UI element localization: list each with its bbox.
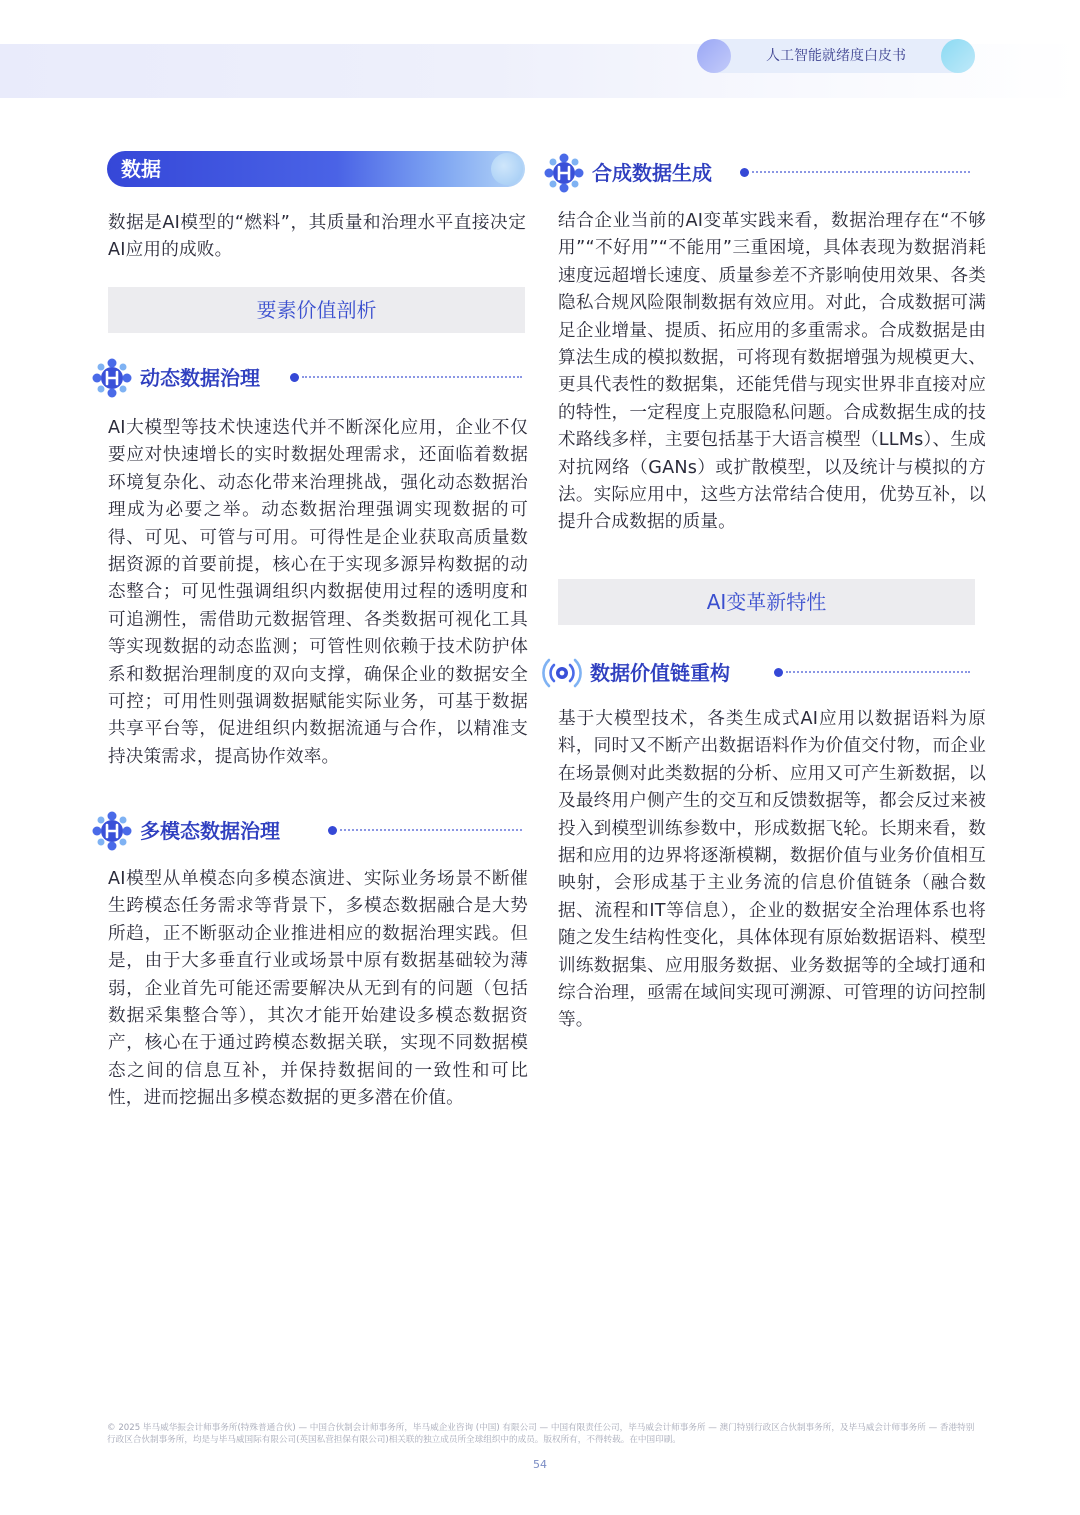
subhead-title: 多模态数据治理 (140, 819, 280, 843)
document-title: 人工智能就绪度白皮书 (766, 48, 906, 64)
signal-waves-icon (542, 653, 582, 693)
subhead-synthetic-data (544, 153, 974, 193)
section-banner (107, 151, 525, 187)
header-dot-left (697, 39, 731, 73)
rule-dot (774, 668, 783, 677)
subhead-title: 动态数据治理 (140, 366, 260, 390)
section-title: 数据 (121, 157, 161, 181)
legal-footer: © 2025 毕马威华振会计师事务所(特殊普通合伙) — 中国合伙制会计师事务所，毕马威企业咨询 (中国) 有限公司 — 中国有限责任公司，毕马威会计师事务所 — 澳门特别行政区合伙制事务所，及毕马威会计师事务所 — 香港特别行政区合伙制事务所，均是与毕马威国际有限公司(英国私营担保有限公司)相关联的独立成员所全球组织中的成员。版权所有，不得转载。在中国印刷。 (107, 1423, 975, 1445)
subhead-dynamic-governance (92, 358, 526, 398)
value-chain-body: 基于大模型技术，各类生成式AI应用以数据语料为原料，同时又不断产出数据语料作为价值交付物，而企业在场景侧对此类数据的分析、应用又可产生新数据，以及最终用户侧产生的交互和反馈数据等，都会反过来被投入到模型训练参数中，形成数据飞轮。长期来看，数据和应用的边界将逐渐模糊，数据价值与业务价值相互映射，会形成基于主业务流的信息价值链条（融合数据、流程和IT等信息），企业的数据安全治理体系也将随之发生结构性变化，具体体现有原始数据语料、模型训练数据集、应用服务数据、业务数据等的全域打通和综合治理，亟需在域间实现可溯源、可管理的访问控制等。 (558, 709, 986, 1031)
box-heading-value-analysis: 要素价值剖析 (108, 287, 525, 333)
dynamic-governance-body: AI大模型等技术快速迭代并不断深化应用，企业不仅要应对快速增长的实时数据处理需求，还面临着数据环境复杂化、动态化带来治理挑战，强化动态数据治理成为必要之举。动态数据治理强调实现数据的可得、可见、可管与可用。可得性是企业获取高质量数据资源的首要前提，核心在于实现多源异构数据的动态整合；可见性强调组织内数据使用过程的透明度和可追溯性，需借助元数据管理、各类数据可视化工具等实现数据的动态监测；可管性则依赖于技术防护体系和数据治理制度的双向支撑，确保企业的数据安全可控；可用性则强调数据赋能实际业务，可基于数据共享平台等，促进组织内数据流通与合作，以精准支持决策需求，提高协作效率。 (108, 418, 528, 767)
network-hub-icon (544, 153, 584, 193)
page-number: 54 (533, 1458, 547, 1471)
section-intro: 数据是AI模型的“燃料”，其质量和治理水平直接决定AI应用的成败。 (108, 213, 526, 261)
rule-dot (328, 826, 337, 835)
synthetic-data-body: 结合企业当前的AI变革实践来看，数据治理存在“不够用”“不好用”“不能用”三重困境，具体表现为数据消耗速度远超增长速度、质量参差不齐影响使用效果、各类隐私合规风险限制数据有效应用。对此，合成数据可满足企业增量、提质、拓应用的多重需求。合成数据是由算法生成的模拟数据，可将现有数据增强为规模更大、更具代表性的数据集，还能凭借与现实世界非直接对应的特性，一定程度上克服隐私问题。合成数据生成的技术路线多样，主要包括基于大语言模型（LLMs）、生成对抗网络（GANs）或扩散模型，以及统计与模拟的方法。实际应用中，这些方法常结合使用，优势互补，以提升合成数据的质量。 (558, 211, 986, 533)
rule-dot (290, 373, 299, 382)
network-hub-icon (92, 358, 132, 398)
header-pill (697, 39, 975, 73)
dotted-rule (786, 671, 970, 677)
banner-end-dot (491, 153, 523, 185)
multimodal-governance-body: AI模型从单模态向多模态演进、实际业务场景不断催生跨模态任务需求等背景下，多模态数据融合是大势所趋，正不断驱动企业推进相应的数据治理实践。但是，由于大多垂直行业或场景中原有数据基础较为薄弱，企业首先可能还需要解决从无到有的问题（包括数据采集整合等），其次才能开始建设多模态数据资产，核心在于通过跨模态数据关联，实现不同数据模态之间的信息互补，并保持数据间的一致性和可比性，进而挖掘出多模态数据的更多潜在价值。 (108, 869, 528, 1109)
box-heading-ai-transformation: AI变革新特性 (558, 579, 975, 625)
dotted-rule (752, 171, 970, 177)
dotted-rule (302, 376, 522, 382)
subhead-value-chain (542, 653, 974, 693)
subhead-multimodal-governance (92, 811, 526, 851)
network-hub-icon (92, 811, 132, 851)
subhead-title: 合成数据生成 (592, 161, 712, 185)
subhead-title: 数据价值链重构 (590, 661, 730, 685)
rule-dot (740, 168, 749, 177)
dotted-rule (340, 829, 522, 835)
header-dot-right (941, 39, 975, 73)
